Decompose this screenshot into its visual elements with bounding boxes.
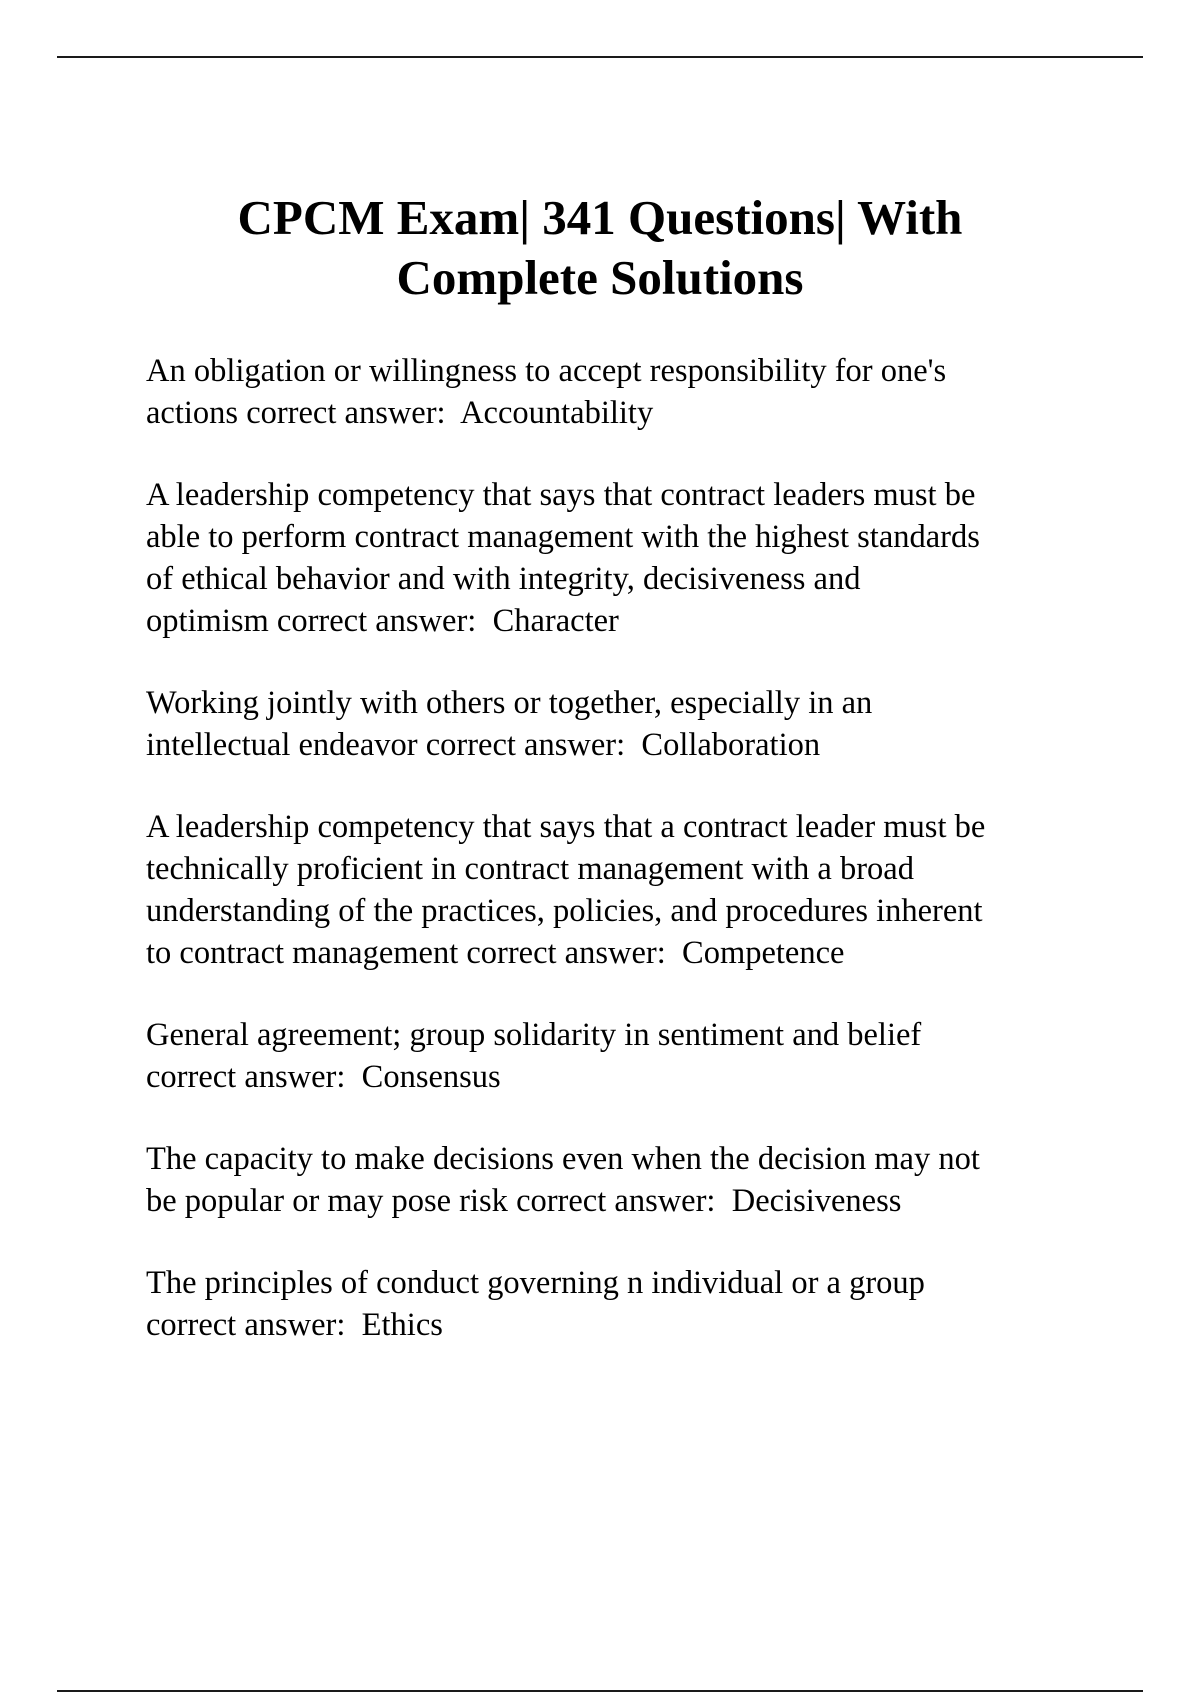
question-line-with-answer [146, 724, 1106, 766]
answer-text: Accountability [460, 395, 654, 431]
answer-marker: correct answer: [466, 935, 666, 971]
answer-text: Competence [682, 935, 845, 971]
question-answer-list [146, 350, 1106, 1386]
question-line: A leadership competency that says that a contract leader must be [146, 809, 986, 845]
question-line: An obligation or willingness to accept responsibility for one's [146, 353, 947, 389]
question-line: technically proficient in contract management with a broad [146, 851, 914, 887]
answer-marker: correct answer: [276, 603, 477, 639]
answer-marker: correct answer: [516, 1183, 716, 1219]
question-line: able to perform contract management with the highest standards [146, 519, 980, 555]
qa-item [146, 1014, 1106, 1098]
answer-marker: correct answer: [146, 1059, 346, 1095]
answer-text: Consensus [361, 1059, 501, 1095]
answer-marker: correct answer: [146, 1307, 346, 1343]
title-line: CPCM Exam| 341 Questions| With [237, 190, 963, 245]
question-text: to contract management [146, 935, 459, 971]
qa-item [146, 1138, 1106, 1222]
question-text: actions [146, 395, 239, 431]
answer-marker: correct answer: [425, 727, 626, 763]
question-text: optimism [146, 603, 269, 639]
question-line: Working jointly with others or together, especially in an [146, 685, 873, 721]
question-line-with-answer [146, 1304, 1106, 1346]
qa-item [146, 682, 1106, 766]
question-line: understanding of the practices, policies, and procedures inherent [146, 893, 983, 929]
question-line-with-answer [146, 932, 1106, 974]
answer-text: Collaboration [641, 727, 821, 763]
answer-text: Ethics [361, 1307, 443, 1343]
question-line: The principles of conduct governing n individual or a group [146, 1265, 925, 1301]
answer-marker: correct answer: [246, 395, 446, 431]
bottom-rule [57, 1690, 1143, 1692]
top-rule [57, 56, 1143, 58]
question-text: be popular or may pose risk [146, 1183, 508, 1219]
question-line: The capacity to make decisions even when the decision may not [146, 1141, 980, 1177]
qa-item [146, 350, 1106, 434]
qa-item [146, 806, 1106, 974]
question-line-with-answer [146, 1180, 1106, 1222]
document-title [60, 188, 1140, 308]
question-line-with-answer [146, 600, 1106, 642]
question-line: of ethical behavior and with integrity, decisiveness and [146, 561, 861, 597]
title-line: Complete Solutions [396, 250, 804, 305]
question-line-with-answer [146, 392, 1106, 434]
question-line: General agreement; group solidarity in sentiment and belief [146, 1017, 922, 1053]
question-line-with-answer [146, 1056, 1106, 1098]
answer-text: Character [492, 603, 619, 639]
qa-item [146, 474, 1106, 642]
question-text: intellectual endeavor [146, 727, 418, 763]
qa-item [146, 1262, 1106, 1346]
answer-text: Decisiveness [731, 1183, 902, 1219]
question-line: A leadership competency that says that contract leaders must be [146, 477, 976, 513]
